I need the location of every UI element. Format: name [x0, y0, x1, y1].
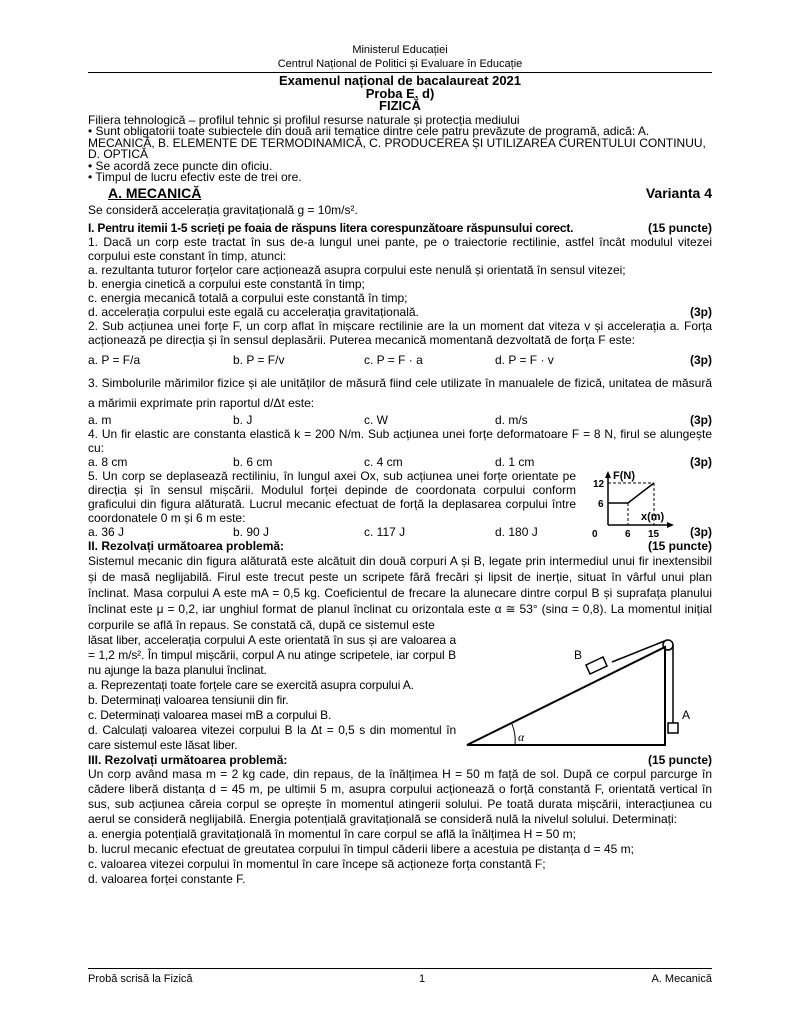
s3-b: b. lucrul mecanic efectuat de greutatea corpului în timpul căderii libere a acestuia pe distanța d = 45 m; [88, 841, 634, 856]
q3-text: 3. Simbolurile mărimilor fizice și ale unităților de măsură fiind cele utilizate în manualele de fizică, unitatea de măsură a mărimii exprimate prin raportul d/Δt este: [88, 375, 712, 410]
s1-heading: I. Pentru itemii 1-5 scrieți pe foaia de răspuns litera corespunzătoare răspunsului corect. [88, 220, 574, 235]
proba: Proba E. d) [365, 85, 435, 101]
label-a: A [682, 707, 691, 722]
s1-points: (15 puncte) [647, 220, 712, 235]
s2-points: (15 puncte) [647, 538, 712, 553]
q4-c: c. 4 cm [364, 454, 403, 469]
q3-points: (3p) [690, 412, 712, 427]
q5-c: c. 117 J [364, 524, 406, 539]
q1-text: 1. Dacă un corp este tractat în sus de-a lungul unei pante, pe o traiectorie rectilinie, astfel încât modulul vitezei corpului este constant în timp, atunci: [88, 234, 712, 263]
q4-text: 4. Un fir elastic are constanta elastică k = 200 N/m. Sub acțiunea unei forțe deformatoare F = 8 N, firul se alungește cu: [88, 426, 712, 455]
q1-d: d. accelerația corpului este egală cu accelerația gravitațională. [88, 304, 419, 319]
subject: FIZICĂ [379, 98, 421, 113]
q3-d: d. m/s [495, 412, 528, 427]
tick-6: 6 [598, 498, 604, 510]
q5-b: b. 90 J [233, 524, 270, 539]
rule-1: • Sunt obligatorii toate subiectele din două arii tematice dintre cele patru prevăzute de programă, adică: A. MECANICĂ, B. ELEMENTE DE TERMODINAMICĂ, C. PRODUCEREA ȘI UTILIZAREA CURENTULUI CONTINUU, D. OPTICĂ [88, 124, 706, 161]
tick-x15: 15 [648, 528, 660, 539]
label-alpha: α [518, 729, 525, 744]
s2-heading: II. Rezolvați următoarea problemă: [88, 538, 285, 553]
q2-points: (3p) [690, 352, 712, 367]
filiera: Filiera tehnologică – profilul tehnic și profilul resurse naturale și protecția mediului [88, 112, 520, 127]
q5-points: (3p) [690, 524, 712, 539]
page-number: 1 [418, 973, 426, 985]
s2-c: c. Determinați valoarea masei mB a corpului B. [88, 707, 332, 722]
incline-figure [462, 635, 712, 753]
s2-a: a. Reprezentați toate forțele care se exercită asupra corpului A. [88, 677, 414, 692]
footer-right: A. Mecanică [651, 973, 712, 985]
q4-points: (3p) [690, 454, 712, 469]
variant: Varianta 4 [645, 184, 712, 201]
rule-3: • Timpul de lucru efectiv este de trei ore. [88, 170, 302, 184]
q5-text: 5. Un corp se deplasează rectiliniu, în lungul axei Ox, sub acțiunea unei forțe orientate pe direcția și în sensul mișcării. Modulul forței depinde de coordonata corpului conform graficului din figura alăturată. Lucrul mecanic efectuat de forță la deplasarea corpului între coordonatele 0 m și 6 m este: [88, 468, 576, 525]
gravity-note: Se consideră accelerația gravitațională g = 10m/s². [88, 202, 358, 217]
s2-d: d. Calculați valoarea vitezei corpului B la Δt = 0,5 s din momentul în care sistemul este lăsat liber. [88, 722, 456, 752]
section-title: A. MECANICĂ [108, 184, 202, 201]
q4-d: d. 1 cm [495, 454, 535, 469]
s3-a: a. energia potențială gravitațională în momentul în care corpul se află la înălțimea H = 50 m; [88, 826, 576, 841]
q3-b: b. J [233, 412, 253, 427]
graph-ylabel: F(N) [613, 469, 635, 482]
q4-b: b. 6 cm [233, 454, 273, 469]
q2-d: d. P = F · v [495, 352, 554, 367]
tick-x0: 0 [592, 528, 598, 539]
force-graph [586, 469, 676, 539]
q5-a: a. 36 J [88, 524, 125, 539]
s3-c: c. valoarea vitezei corpului în momentul în care începe să acționeze forța constantă F; [88, 856, 546, 871]
exam-page [88, 44, 712, 887]
q1-a: a. rezultanta tuturor forțelor care acționează asupra corpului este nenulă și orientată în sensul vitezei; [88, 262, 626, 277]
ministry: Ministerul Educației [352, 44, 448, 56]
tick-12: 12 [593, 478, 605, 490]
s2-text: Sistemul mecanic din figura alăturată este alcătuit din două corpuri A și B, legate prin intermediul unui fir inextensibil și de masă neglijabilă. Firul este trecut peste un scripete fără frecări și lipsit de inerție, situat în vârful unui plan înclinat. Masa corpului A este mA = 0,5 kg. Coeficientul de frecare la alunecare dintre corpul B și suprafața planului înclinat este μ = 0,2, iar unghiul format de planul înclinat cu orizontala este α ≅ 53° (sinα = 0,8). La momentul inițial corpurile se află în repaus. Se constată că, după ce sistemul este [88, 553, 712, 632]
s3-d: d. valoarea forței constante F. [88, 871, 246, 886]
rule-2: • Se acordă zece puncte din oficiu. [88, 158, 273, 173]
s3-points: (15 puncte) [647, 752, 712, 767]
center: Centrul Național de Politici și Evaluare în Educație [277, 57, 523, 70]
s3-heading: III. Rezolvați următoarea problemă: [88, 752, 288, 767]
exam-title: Examenul național de bacalaureat 2021 [278, 73, 522, 88]
q2-b: b. P = F/v [233, 352, 285, 367]
q3-a: a. m [88, 412, 112, 427]
q1-b: b. energia cinetică a corpului este constantă în timp; [88, 276, 365, 291]
s2-text-2: lăsat liber, accelerația corpului A este orientată în sus și are valoarea a = 1,2 m/s². În timpul mișcării, corpul A nu atinge scripetele, iar corpul B nu ajunge la baza planului înclinat. [88, 632, 456, 677]
tick-x6: 6 [625, 528, 631, 539]
q1-points: (3p) [690, 304, 712, 319]
s2-b: b. Determinați valoarea tensiunii din fir. [88, 692, 289, 707]
q5-d: d. 180 J [495, 524, 538, 539]
q1-c: c. energia mecanică totală a corpului este constantă în timp; [88, 290, 408, 305]
label-b: B [574, 647, 583, 662]
q2-text: 2. Sub acțiunea unei forțe F, un corp aflat în mișcare rectilinie are la un moment dat viteza v și accelerația a. Forța acționează pe direcția și în sensul deplasării. Puterea mecanică momentană dezvoltată de forța F este: [88, 318, 712, 347]
q3-c: c. W [364, 412, 388, 427]
q4-a: a. 8 cm [88, 454, 128, 469]
footer [88, 968, 712, 985]
graph-xlabel: x(m) [641, 510, 665, 523]
s3-text: Un corp având masa m = 2 kg cade, din repaus, de la înălțimea H = 50 m față de sol. După ce corpul parcurge în cădere liberă distanța d = 45 m, pe ultimii 5 m, asupra corpului acționează o forță constantă F, orientată vertical în sus, sub acțiunea căreia corpul se oprește în momentul atingerii solului. Pe toată durata mișcării, interacțiunea cu aerul se consideră neglijabilă. Energia potențială gravitațională se consideră nulă la nivelul solului. Determinați: [88, 766, 712, 826]
q2-a: a. P = F/a [88, 352, 141, 367]
q2-c: c. P = F · a [364, 352, 423, 367]
footer-left: Probă scrisă la Fizică [88, 973, 193, 985]
